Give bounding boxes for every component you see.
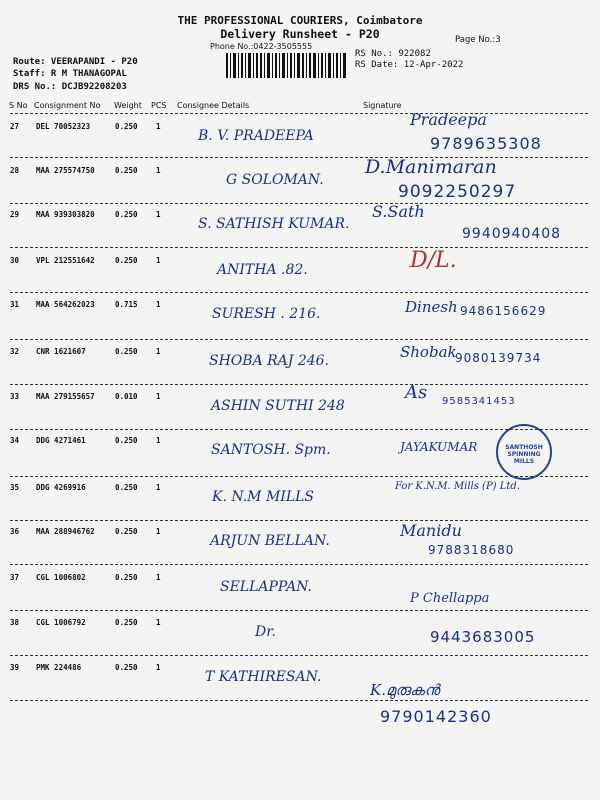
rs-date: RS Date: 12-Apr-2022: [355, 60, 464, 70]
company-name: THE PROFESSIONAL COURIERS, Coimbatore: [177, 14, 423, 27]
row-consignee: ARJUN BELLAN.: [210, 533, 330, 549]
row-pcs: 1: [156, 210, 161, 219]
row-consignee: ASHIN SUTHI 248: [211, 398, 345, 414]
phone-number: Phone No.:0422-3505555: [210, 42, 313, 51]
row-phone: 9092250297: [398, 182, 517, 202]
row-consignment: MAA 288946762: [36, 527, 95, 536]
row-pcs: 1: [156, 166, 161, 175]
row-sno: 34: [10, 436, 20, 445]
row-signature: Pradeepa: [410, 110, 487, 129]
row-consignee: G SOLOMAN.: [226, 172, 324, 188]
row-phone: 9789635308: [430, 134, 542, 153]
row-signature: K.മുരുകൻ: [370, 681, 440, 699]
row-sno: 36: [10, 527, 20, 536]
row-weight: 0.250: [115, 347, 138, 356]
row-sno: 31: [10, 300, 20, 309]
row-sno: 27: [10, 122, 20, 131]
row-divider: [10, 655, 588, 656]
row-signature: Dinesh: [405, 298, 458, 316]
row-signature: As: [405, 382, 428, 403]
row-phone: 9940940408: [462, 226, 562, 242]
row-weight: 0.250: [115, 122, 138, 131]
staff: Staff: R M THANAGOPAL: [13, 69, 127, 79]
row-sno: 37: [10, 573, 20, 582]
row-sno: 32: [10, 347, 20, 356]
row-signature: P Chellappa: [410, 591, 490, 606]
row-pcs: 1: [156, 483, 161, 492]
row-phone: 9790142360: [380, 707, 492, 726]
company-seal: [496, 424, 552, 480]
row-consignment: DDG 4271461: [36, 436, 86, 445]
row-weight: 0.250: [115, 527, 138, 536]
col-consignment: Consignment No: [34, 101, 101, 110]
row-consignee: K. N.M MILLS: [212, 489, 314, 505]
row-weight: 0.250: [115, 663, 138, 672]
row-phone: 9486156629: [460, 304, 547, 318]
row-pcs: 1: [156, 256, 161, 265]
route: Route: VEERAPANDI - P20: [13, 57, 138, 67]
row-divider: [10, 429, 588, 430]
row-sno: 35: [10, 483, 20, 492]
row-consignment: MAA 939303820: [36, 210, 95, 219]
col-sno: S No: [9, 101, 28, 110]
row-consignment: MAA 279155657: [36, 392, 95, 401]
row-pcs: 1: [156, 618, 161, 627]
row-consignment: PMK 224486: [36, 663, 82, 672]
row-pcs: 1: [156, 392, 161, 401]
col-pcs: PCS: [151, 101, 167, 110]
row-consignment: MAA 275574750: [36, 166, 95, 175]
sheet-title: Delivery Runsheet - P20: [220, 27, 380, 41]
row-sno: 33: [10, 392, 20, 401]
row-signature: Shobak: [400, 343, 457, 361]
row-consignee: ANITHA .82.: [217, 262, 308, 278]
row-consignment: DEL 70052323: [36, 122, 91, 131]
row-consignee: SHOBA RAJ 246.: [209, 353, 330, 369]
row-divider: [10, 247, 588, 248]
row-consignee: SURESH . 216.: [212, 306, 321, 322]
page-number: Page No.:3: [455, 35, 501, 45]
row-pcs: 1: [156, 527, 161, 536]
row-consignee: SELLAPPAN.: [220, 579, 312, 595]
row-weight: 0.715: [115, 300, 138, 309]
row-divider: [10, 384, 588, 385]
row-consignment: CGL 1006792: [36, 618, 86, 627]
row-sno: 39: [10, 663, 20, 672]
seal-text: SANTHOSH SPINNING MILLS: [505, 444, 543, 465]
row-weight: 0.010: [115, 392, 138, 401]
row-pcs: 1: [156, 122, 161, 131]
row-weight: 0.250: [115, 210, 138, 219]
row-consignment: VPL 212551642: [36, 256, 95, 265]
row-signature: For K.N.M. Mills (P) Ltd.: [395, 481, 520, 492]
row-consignment: CGL 1006802: [36, 573, 86, 582]
col-weight: Weight: [114, 101, 142, 110]
row-phone: 9080139734: [455, 351, 542, 365]
row-divider: [10, 564, 588, 565]
row-signature: D/L.: [410, 248, 457, 273]
row-sno: 28: [10, 166, 20, 175]
row-phone: 9788318680: [428, 543, 515, 557]
row-weight: 0.250: [115, 166, 138, 175]
row-divider: [10, 520, 588, 521]
row-divider: [10, 157, 588, 158]
row-divider: [10, 203, 588, 204]
row-divider: [10, 700, 588, 701]
row-weight: 0.250: [115, 618, 138, 627]
row-pcs: 1: [156, 436, 161, 445]
row-pcs: 1: [156, 573, 161, 582]
col-signature: Signature: [363, 101, 402, 110]
row-consignment: DDG 4269916: [36, 483, 86, 492]
row-phone: 9585341453: [442, 396, 516, 407]
col-consignee: Consignee Details: [177, 101, 250, 110]
header-divider: [10, 113, 588, 114]
rs-number: RS No.: 922082: [355, 49, 431, 59]
row-consignment: CNR 1621607: [36, 347, 86, 356]
row-weight: 0.250: [115, 436, 138, 445]
row-consignee: S. SATHISH KUMAR.: [198, 216, 350, 232]
row-pcs: 1: [156, 347, 161, 356]
row-sno: 30: [10, 256, 20, 265]
row-weight: 0.250: [115, 483, 138, 492]
row-divider: [10, 339, 588, 340]
row-weight: 0.250: [115, 256, 138, 265]
row-consignee: T KATHIRESAN.: [205, 669, 322, 685]
row-weight: 0.250: [115, 573, 138, 582]
barcode: [226, 53, 346, 78]
row-consignee: Dr.: [255, 624, 276, 640]
row-pcs: 1: [156, 663, 161, 672]
row-divider: [10, 610, 588, 611]
row-signature: JAYAKUMAR: [400, 440, 478, 454]
row-signature: Manidu: [400, 521, 462, 540]
drs-number: DRS No.: DCJB92208203: [13, 82, 127, 92]
row-signature: S.Sath: [372, 202, 425, 221]
row-phone: 9443683005: [430, 628, 536, 646]
row-signature: D.Manimaran: [365, 156, 497, 178]
row-consignee: SANTOSH. Spm.: [211, 442, 331, 458]
row-consignee: B. V. PRADEEPA: [198, 128, 314, 144]
row-consignment: MAA 564262023: [36, 300, 95, 309]
row-divider: [10, 476, 588, 477]
row-sno: 29: [10, 210, 20, 219]
row-sno: 38: [10, 618, 20, 627]
row-divider: [10, 292, 588, 293]
row-pcs: 1: [156, 300, 161, 309]
